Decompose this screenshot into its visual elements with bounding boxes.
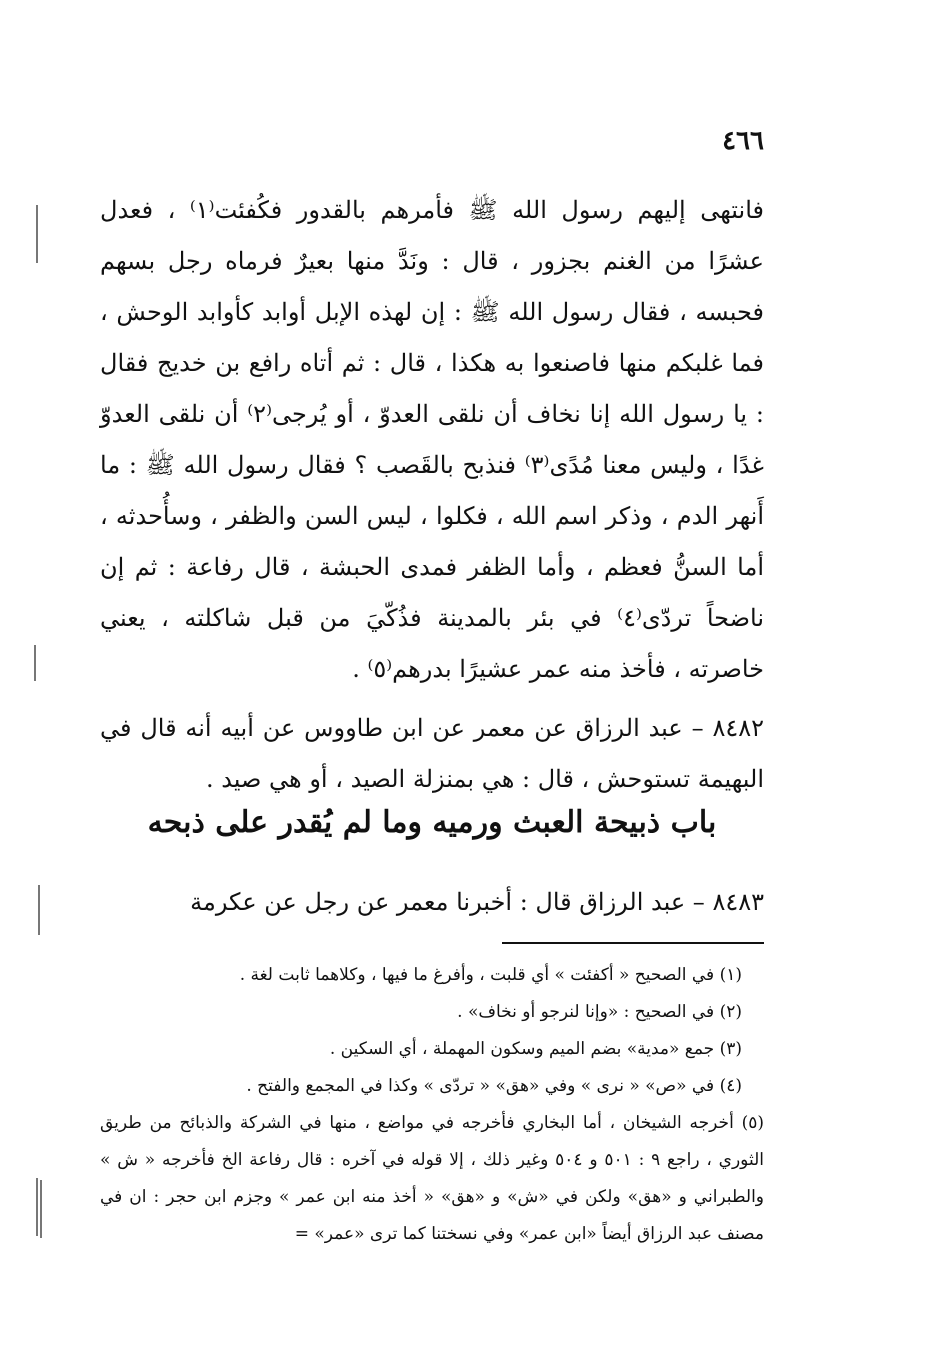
footnotes [100, 957, 764, 1253]
hadith-8483: ٨٤٨٣ – عبد الرزاق قال : أخبرنا معمر عن رجل عن عكرمة [190, 888, 764, 916]
margin-rule [36, 205, 38, 263]
main-text [100, 185, 764, 805]
footnote-3: (٣) جمع «مدية» بضم الميم وسكون المهملة ، أي السكين . [329, 1039, 742, 1059]
paragraph-main: فانتهى إليهم رسول الله ﷺ فأمرهم بالقدور فكُفئت⁽١⁾ ، فعدل عشرًا من الغنم بجزور ، قال : ونَدَّ منها بعيرٌ فرماه رجل بسهم فحبسه ، فقال رسول الله ﷺ : إن لهذه الإبل أوابد كأوابد الوحش ، فما غلبكم منها فاصنعوا به هكذا ، قال : ثم أتاه رافع بن خديج فقال : يا رسول الله إنا نخاف أن نلقى العدوّ ، أو يُرجى⁽٢⁾ أن نلقى العدوّ غدًا ، وليس معنا مُدًى⁽٣⁾ فنذبح بالقَصب ؟ فقال رسول الله ﷺ : ما أَنهر الدم ، وذكر اسم الله ، فكلوا ، ليس السن والظفر ، وسأُحدثه ، أما السنُّ فعظم ، وأما الظفر فمدى الحبشة ، قال رفاعة : ثم إن ناضحاً تردّى⁽٤⁾ في بئر بالمدينة فذُكّيَ من قبل شاكلته ، يعني خاصرته ، فأخذ منه عمر عشيرًا بدرهم⁽٥⁾ . [100, 196, 765, 683]
footnote-divider [502, 942, 764, 944]
footnote-5: (٥) أخرجه الشيخان ، أما البخاري فأخرجه في مواضع ، منها في الشركة والذبائح من طريق الثوري ، راجع ٩ : ٥٠١ و ٥٠٤ وغير ذلك ، إلا قوله في آخره : قال رفاعة الخ فأخرجه « ش » والطبراني و «هق» ولكن في «ش» و «هق» « أخذ منه ابن عمر » وجزم ابن حجر : ان في مصنف عبد الرزاق أيضاً «ابن عمر» وفي نسختنا كما ترى «عمر» = [100, 1113, 764, 1244]
footnote-1: (١) في الصحيح « أكفئت » أي قلبت ، وأفرغ ما فيها ، وكلاهما ثابت لغة . [239, 965, 742, 985]
page-number: ٤٦٦ [722, 126, 764, 156]
margin-rule [34, 645, 36, 681]
margin-rule [38, 885, 40, 935]
section-heading: باب ذبيحة العبث ورميه وما لم يُقدر على ذبحه [147, 805, 717, 840]
footnote-4: (٤) في «ص» « نرى » وفي «هق» « تردّى » وكذا في المجمع والفتح . [246, 1076, 742, 1096]
footnote-2: (٢) في الصحيح : «وإنا لنرجو أو نخاف» . [457, 1002, 742, 1022]
hadith-8482: ٨٤٨٢ – عبد الرزاق عن معمر عن ابن طاووس عن أبيه أنه قال في البهيمة تستوحش ، قال : هي بمنزلة الصيد ، أو هي صيد . [100, 714, 764, 793]
margin-rule [40, 1180, 42, 1238]
margin-rule [36, 1178, 38, 1236]
